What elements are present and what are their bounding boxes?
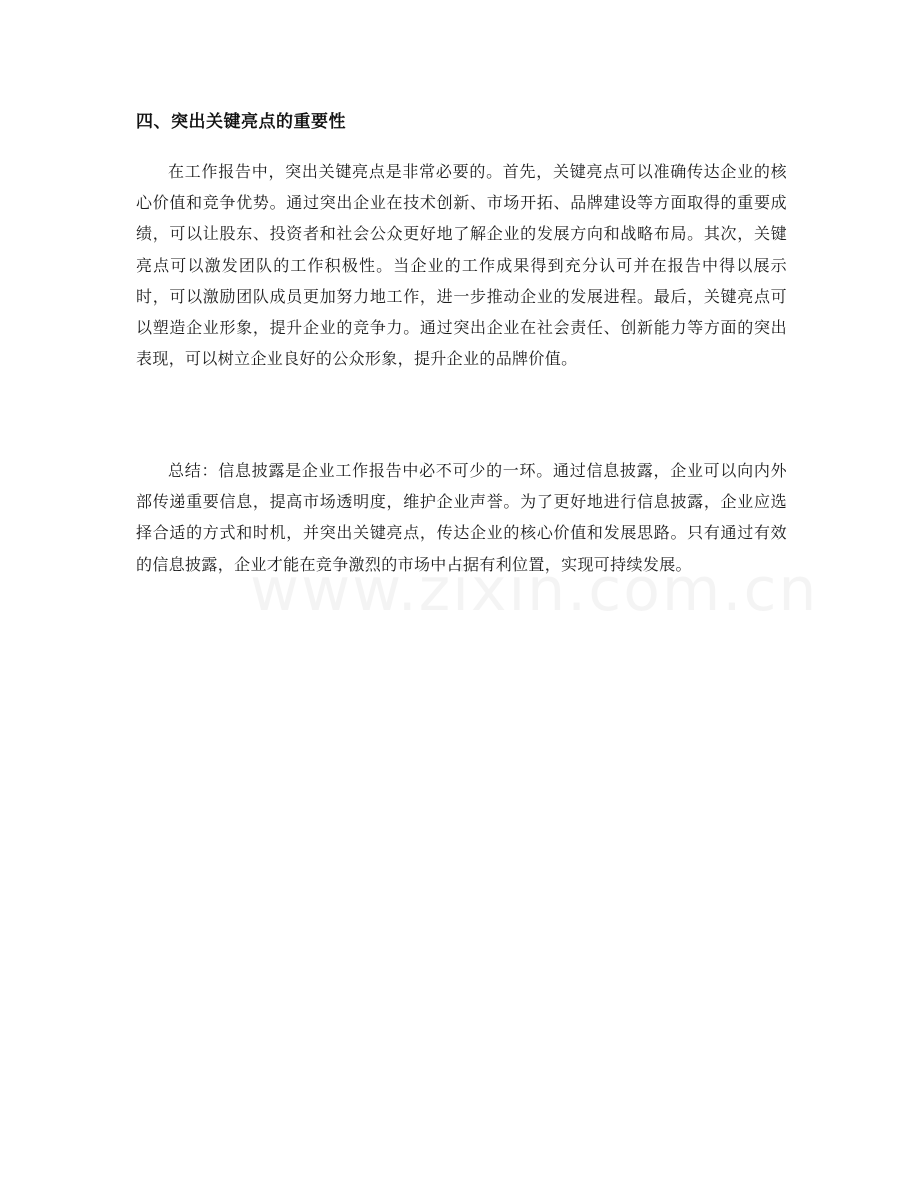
paragraph-importance: 在工作报告中，突出关键亮点是非常必要的。首先，关键亮点可以准确传达企业的核心价值和竞争优势。通过突出企业在技术创新、市场开拓、品牌建设等方面取得的重要成绩，可以让股东、投资者和社会公众更好地了解企业的发展方向和战略布局。其次，关键亮点可以激发团队的工作积极性。当企业的工作成果得到充分认可并在报告中得以展示时，可以激励团队成员更加努力地工作，进一步推动企业的发展进程。最后，关键亮点可以塑造企业形象，提升企业的竞争力。通过突出企业在社会责任、创新能力等方面的突出表现，可以树立企业良好的公众形象，提升企业的品牌价值。 xyxy=(136,162,787,369)
paragraph-summary: 总结：信息披露是企业工作报告中必不可少的一环。通过信息披露，企业可以向内外部传递重要信息，提高市场透明度，维护企业声誉。为了更好地进行信息披露，企业应选择合适的方式和时机，并突出关键亮点，传达企业的核心价值和发展思路。只有通过有效的信息披露，企业才能在竞争激烈的市场中占据有利位置，实现可持续发展。 xyxy=(136,461,787,574)
section-heading: 四、突出关键亮点的重要性 xyxy=(136,112,346,132)
